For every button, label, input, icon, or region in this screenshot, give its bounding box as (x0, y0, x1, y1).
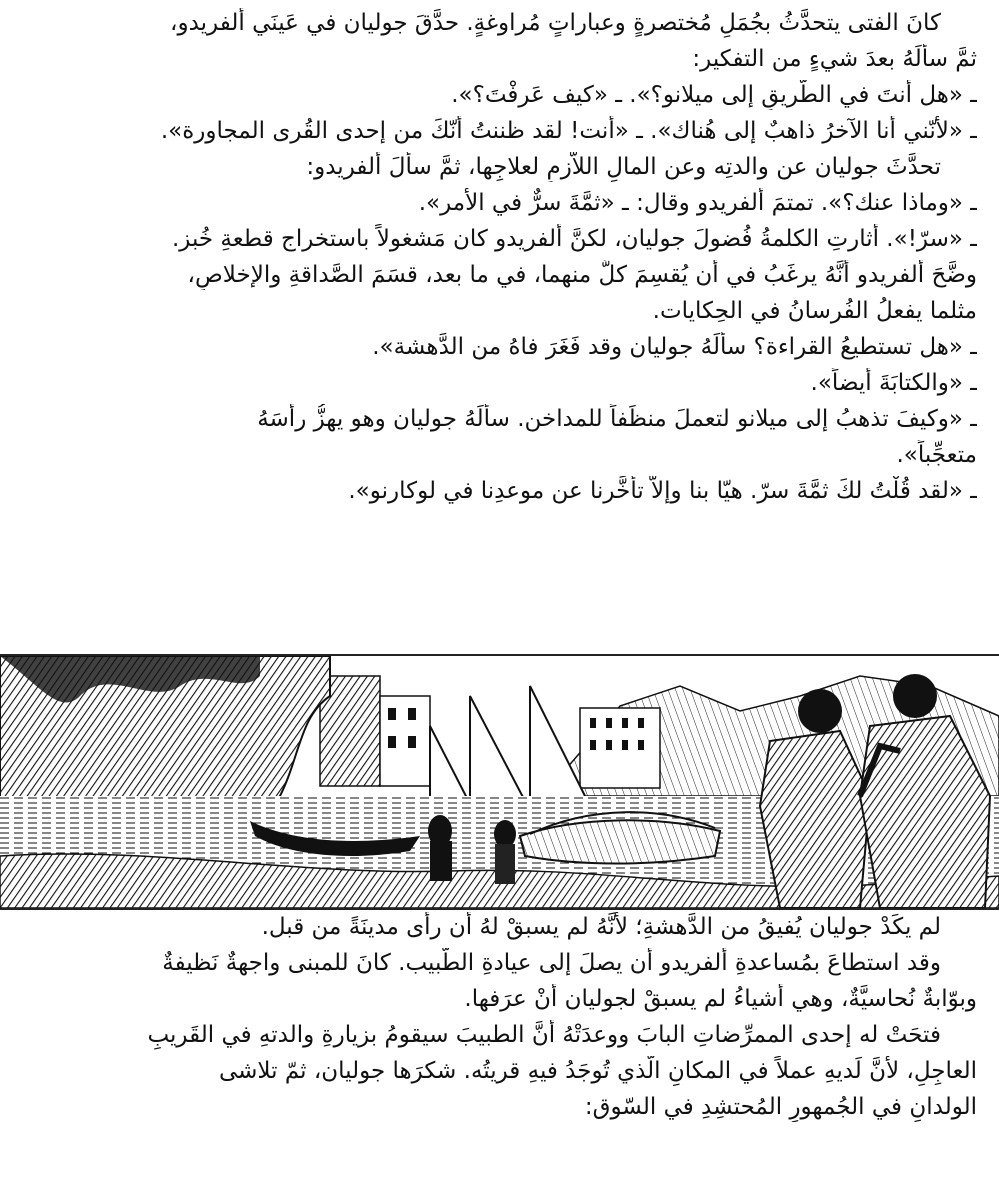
dialogue-line: ـ «وماذا عنك؟». تمتمَ ألفريدو وقال: ـ «ثمَّةَ سرٌّ في الأمر». (418, 190, 977, 216)
text-line: تحدَّثَ جوليان عن والدتِه وعن المالِ اللاّزمِ لعلاجِها، ثمَّ سألَ ألفريدو: (306, 154, 941, 180)
text-line: وضَّحَ ألفريدو أنَّهُ يرغَبُ في أن يُقسِمَ كلٌّ منهما، في ما بعد، قسَمَ الصَّداقةِ والإخلاصِ، (187, 262, 977, 288)
text-line: وبوّابةٌ نُحاسيَّةٌ، وهي أشياءُ لم يسبقْ لجوليان أنْ عرَفها. (464, 986, 977, 1012)
text-line: مثلما يفعلُ الفُرسانُ في الحِكايات. (652, 298, 977, 324)
dialogue-line: ـ «سرّ!». أثارتِ الكلمةُ فُضولَ جوليان، لكنَّ ألفريدو كان مَشغولاً باستخراجِ قطعةِ خُبز. (171, 226, 977, 252)
text-line: وقد استطاعَ بمُساعدةِ ألفريدو أن يصلَ إلى عيادةِ الطَّبيب. كانَ للمبنى واجهةٌ نَظيفةٌ (162, 950, 941, 976)
dialogue-line: ـ «هل تستطيعُ القراءة؟ سألَهُ جوليان وقد فَغَرَ فاهُ من الدَّهشة». (372, 334, 977, 360)
dialogue-line: ـ «وكيفَ تذهبُ إلى ميلانو لتعملَ منظِّفاً للمداخن. سألَهُ جوليان وهو يهزُّ رأسَهُ (257, 406, 977, 432)
text-line: ثمَّ سألَهُ بعدَ شيءٍ من التفكير: (692, 46, 977, 72)
text-line: العاجِلِ، لأنَّ لَديهِ عملاً في المكانِ الّذي تُوجَدُ فيهِ قريتُه. شكرَها جوليان، ثمّ تلاشى (218, 1058, 977, 1084)
engraving-drawing (0, 656, 999, 908)
text-line: متعجِّباً». (896, 442, 977, 468)
dialogue-line: ـ «هل أنتَ في الطَّريقِ إلى ميلانو؟». ـ «كيف عَرفْتَ؟». (451, 82, 977, 108)
text-line: الولدانِ في الجُمهورِ المُحتشِدِ في السّوق: (584, 1094, 977, 1120)
dialogue-line: ـ «لأنّني أنا الآخرُ ذاهبٌ إلى هُناك». ـ «أنت! لقد ظننتُ أنّكَ من إحدى القُرى المجاورة». (160, 118, 977, 144)
lake-town-illustration (0, 654, 999, 910)
text-line: فتحَتْ له إحدى الممرِّضاتِ البابَ ووعدَتْهُ أنَّ الطبيبَ سيقومُ بزيارةِ والدتهِ في القَريبِ (147, 1022, 941, 1048)
bottom-paragraphs (22, 912, 977, 1128)
text-line: كانَ الفتى يتحدَّثُ بجُمَلٍ مُختصرةٍ وعباراتٍ مُراوغةٍ. حدَّقَ جوليان في عَينَي ألفريدو، (170, 10, 941, 36)
dialogue-line: ـ «والكتابَةَ أيضاً». (810, 370, 977, 396)
text-line: لم يكَدْ جوليان يُفيقُ من الدَّهشةِ؛ لأنَّهُ لم يسبقْ لهُ أن رأى مدينَةً من قبل. (261, 914, 941, 940)
dialogue-line: ـ «لقد قُلْتُ لكَ ثمَّةَ سرّ. هيّا بنا وإلاّ تأخَّرنا عن موعدِنا في لوكارنو». (348, 478, 977, 504)
top-paragraphs (22, 8, 977, 512)
